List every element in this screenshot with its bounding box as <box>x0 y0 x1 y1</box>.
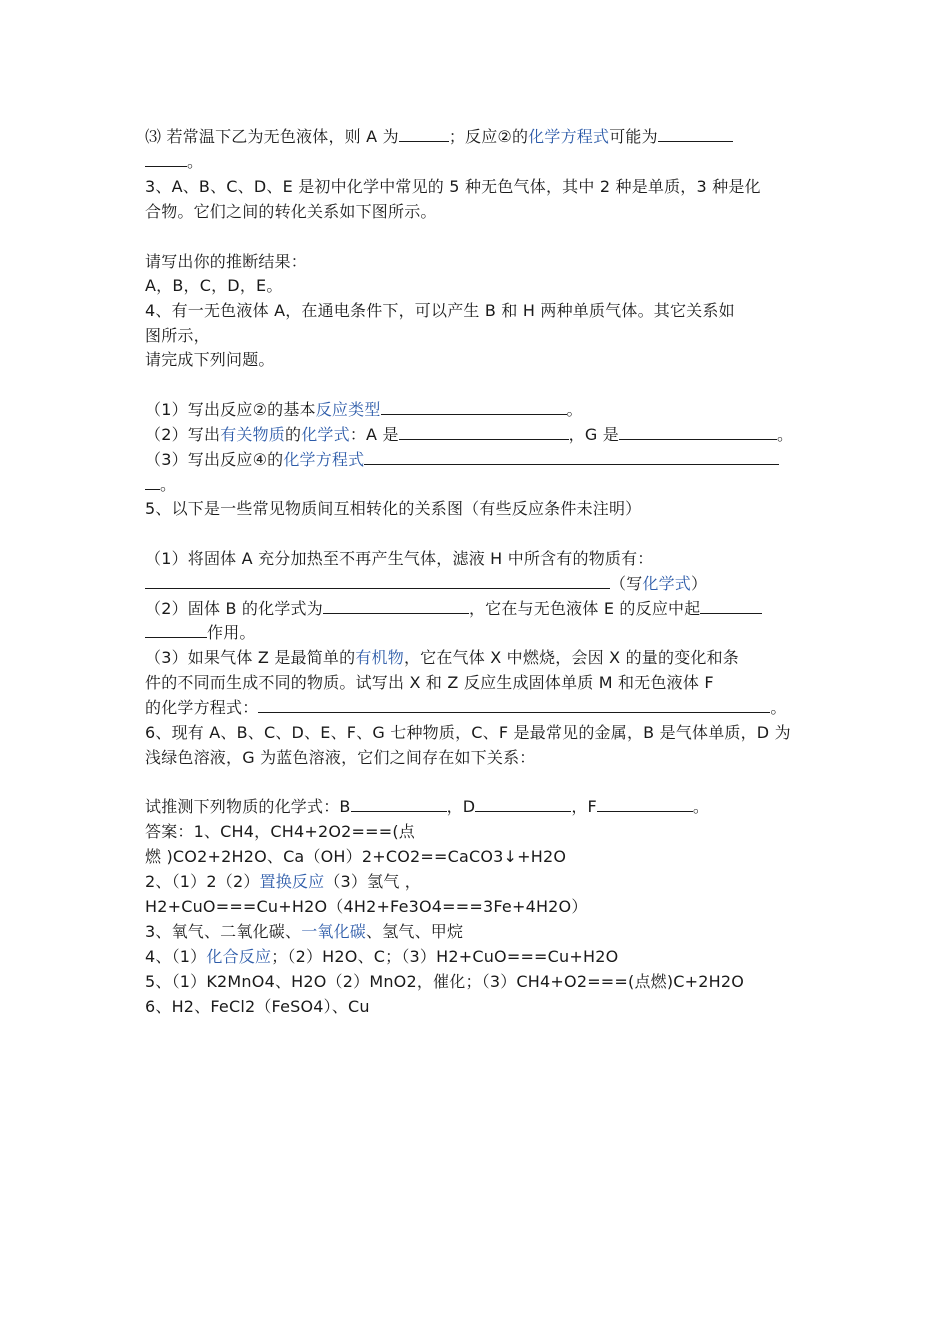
text: 作用。 <box>207 623 256 642</box>
answer-line <box>145 920 810 944</box>
text: ） <box>691 574 708 593</box>
link-related-substances[interactable]: 有关物质 <box>220 425 285 444</box>
question-6-line: 浅绿色溶液，G 为蓝色溶液，它们之间存在如下关系： <box>145 748 536 767</box>
link-combination-reaction[interactable]: 化合反应 <box>206 947 272 966</box>
text: ，G 是 <box>568 425 619 444</box>
question-4-line: 4、有一无色液体 A，在通电条件下，可以产生 B 和 H 两种单质气体。其它关系如 <box>145 301 735 320</box>
text: ⑶ 若常温下乙为无色液体，则 A 为 <box>145 127 399 146</box>
text: ，它在与无色液体 E 的反应中起 <box>468 599 701 618</box>
answer-blank <box>364 449 779 465</box>
text: （1）写出反应②的基本 <box>145 400 316 419</box>
answer-blank <box>145 622 207 638</box>
answer-blank <box>619 424 777 440</box>
question-5-part-1: （1）将固体 A 充分加热至不再产生气体，滤液 H 中所含有的物质有： <box>145 549 654 568</box>
text: 4、（1） <box>145 947 207 966</box>
question-5-line: 5、以下是一些常见物质间互相转化的关系图（有些反应条件未注明） <box>145 499 642 518</box>
answer-blank <box>258 697 770 713</box>
text: 。 <box>187 152 204 171</box>
answer-blank <box>323 598 469 614</box>
question-3-answers: A，B，C，D，E。 <box>145 276 283 295</box>
line <box>145 150 810 174</box>
question-5-part-3 <box>145 646 810 670</box>
question-6-prompt <box>145 795 810 819</box>
question-3-prompt: 请写出你的推断结果： <box>145 252 308 271</box>
question-5-part-1-answer <box>145 572 810 596</box>
question-5-line: 件的不同而生成不同的物质。试写出 X 和 Z 反应生成固体单质 M 和无色液体 F <box>145 673 714 692</box>
text: 的化学方程式： <box>145 698 259 717</box>
question-4-part-2 <box>145 423 810 447</box>
link-chemical-equation[interactable]: 化学方程式 <box>528 127 610 146</box>
answer-blank <box>145 573 610 589</box>
link-carbon-monoxide[interactable]: 一氧化碳 <box>301 922 366 941</box>
answer-line: 燃 )CO2+2H2O、Ca（OH）2+CO2==CaCO3↓+H2O <box>145 847 567 866</box>
text: （3）如果气体 Z 是最简单的 <box>145 648 356 667</box>
question-4-line: 请完成下列问题。 <box>145 350 275 369</box>
text: （2）固体 B 的化学式为 <box>145 599 323 618</box>
text: 。 <box>776 425 794 444</box>
question-2-part-3 <box>145 125 810 149</box>
link-displacement-reaction[interactable]: 置换反应 <box>259 872 325 891</box>
text: （2）写出 <box>145 425 221 444</box>
text: 试推测下列物质的化学式：B <box>145 797 351 816</box>
answer-line: 答案：1、CH4，CH4+2O2===(点 <box>145 822 415 841</box>
link-chemical-formula[interactable]: 化学式 <box>642 574 692 593</box>
text: 。 <box>770 698 787 717</box>
text: （3）写出反应④的 <box>145 450 284 469</box>
text: 、氢气、甲烷 <box>366 922 464 941</box>
text: ，F <box>571 797 597 816</box>
question-4-part-3 <box>145 448 810 472</box>
link-reaction-type[interactable]: 反应类型 <box>315 400 381 419</box>
text: 。 <box>160 475 177 494</box>
answer-blank <box>351 796 447 812</box>
text: 可能为 <box>609 127 658 146</box>
answer-blank <box>475 796 571 812</box>
question-5-part-2 <box>145 597 810 621</box>
text: （3）氢气 ， <box>324 872 422 891</box>
answer-blank <box>145 151 187 167</box>
answer-blank <box>597 796 693 812</box>
link-chemical-equation[interactable]: 化学方程式 <box>283 450 365 469</box>
question-4-line: 图所示， <box>145 326 210 345</box>
answer-blank <box>381 399 567 415</box>
answer-blank <box>145 474 160 490</box>
text: ；（2）H2O、C；（3）H2+CuO===Cu+H2O <box>271 947 619 966</box>
answer-blank <box>658 126 733 142</box>
text: 3、氧气、二氧化碳、 <box>145 922 302 941</box>
line <box>145 473 810 497</box>
question-6-line: 6、现有 A、B、C、D、E、F、G 七种物质，C、F 是最常见的金属，B 是气体单质，D 为 <box>145 723 791 742</box>
answer-line <box>145 945 810 969</box>
link-chemical-formula[interactable]: 化学式 <box>301 425 350 444</box>
question-3-line: 3、A、B、C、D、E 是初中化学中常见的 5 种无色气体，其中 2 种是单质，3 种是化 <box>145 177 761 196</box>
answer-blank <box>700 598 762 614</box>
text: ，D <box>446 797 476 816</box>
answer-line: H2+CuO===Cu+H2O（4H2+Fe3O4===3Fe+4H2O） <box>145 897 588 916</box>
question-3-line: 合物。它们之间的转化关系如下图所示。 <box>145 202 437 221</box>
answer-line: 5、（1）K2MnO4、H2O（2）MnO2，催化；（3）CH4+O2===(点燃)C+2H2O <box>145 972 745 991</box>
link-organic-compound[interactable]: 有机物 <box>355 648 404 667</box>
text: （写 <box>610 574 643 593</box>
text: 2、（1）2（2） <box>145 872 260 891</box>
text: ，它在气体 X 中燃烧，会因 X 的量的变化和条 <box>403 648 740 667</box>
text: 的 <box>285 425 302 444</box>
text: ：A 是 <box>349 425 399 444</box>
line <box>145 621 810 645</box>
answer-line: 6、H2、FeCl2（FeSO4）、Cu <box>145 997 370 1016</box>
text: 。 <box>692 797 710 816</box>
answer-blank <box>399 126 449 142</box>
answer-line <box>145 870 810 894</box>
question-4-part-1 <box>145 398 810 422</box>
answer-blank <box>399 424 569 440</box>
text: 。 <box>566 400 583 419</box>
text: ；反应②的 <box>448 127 529 146</box>
question-5-line <box>145 696 810 720</box>
